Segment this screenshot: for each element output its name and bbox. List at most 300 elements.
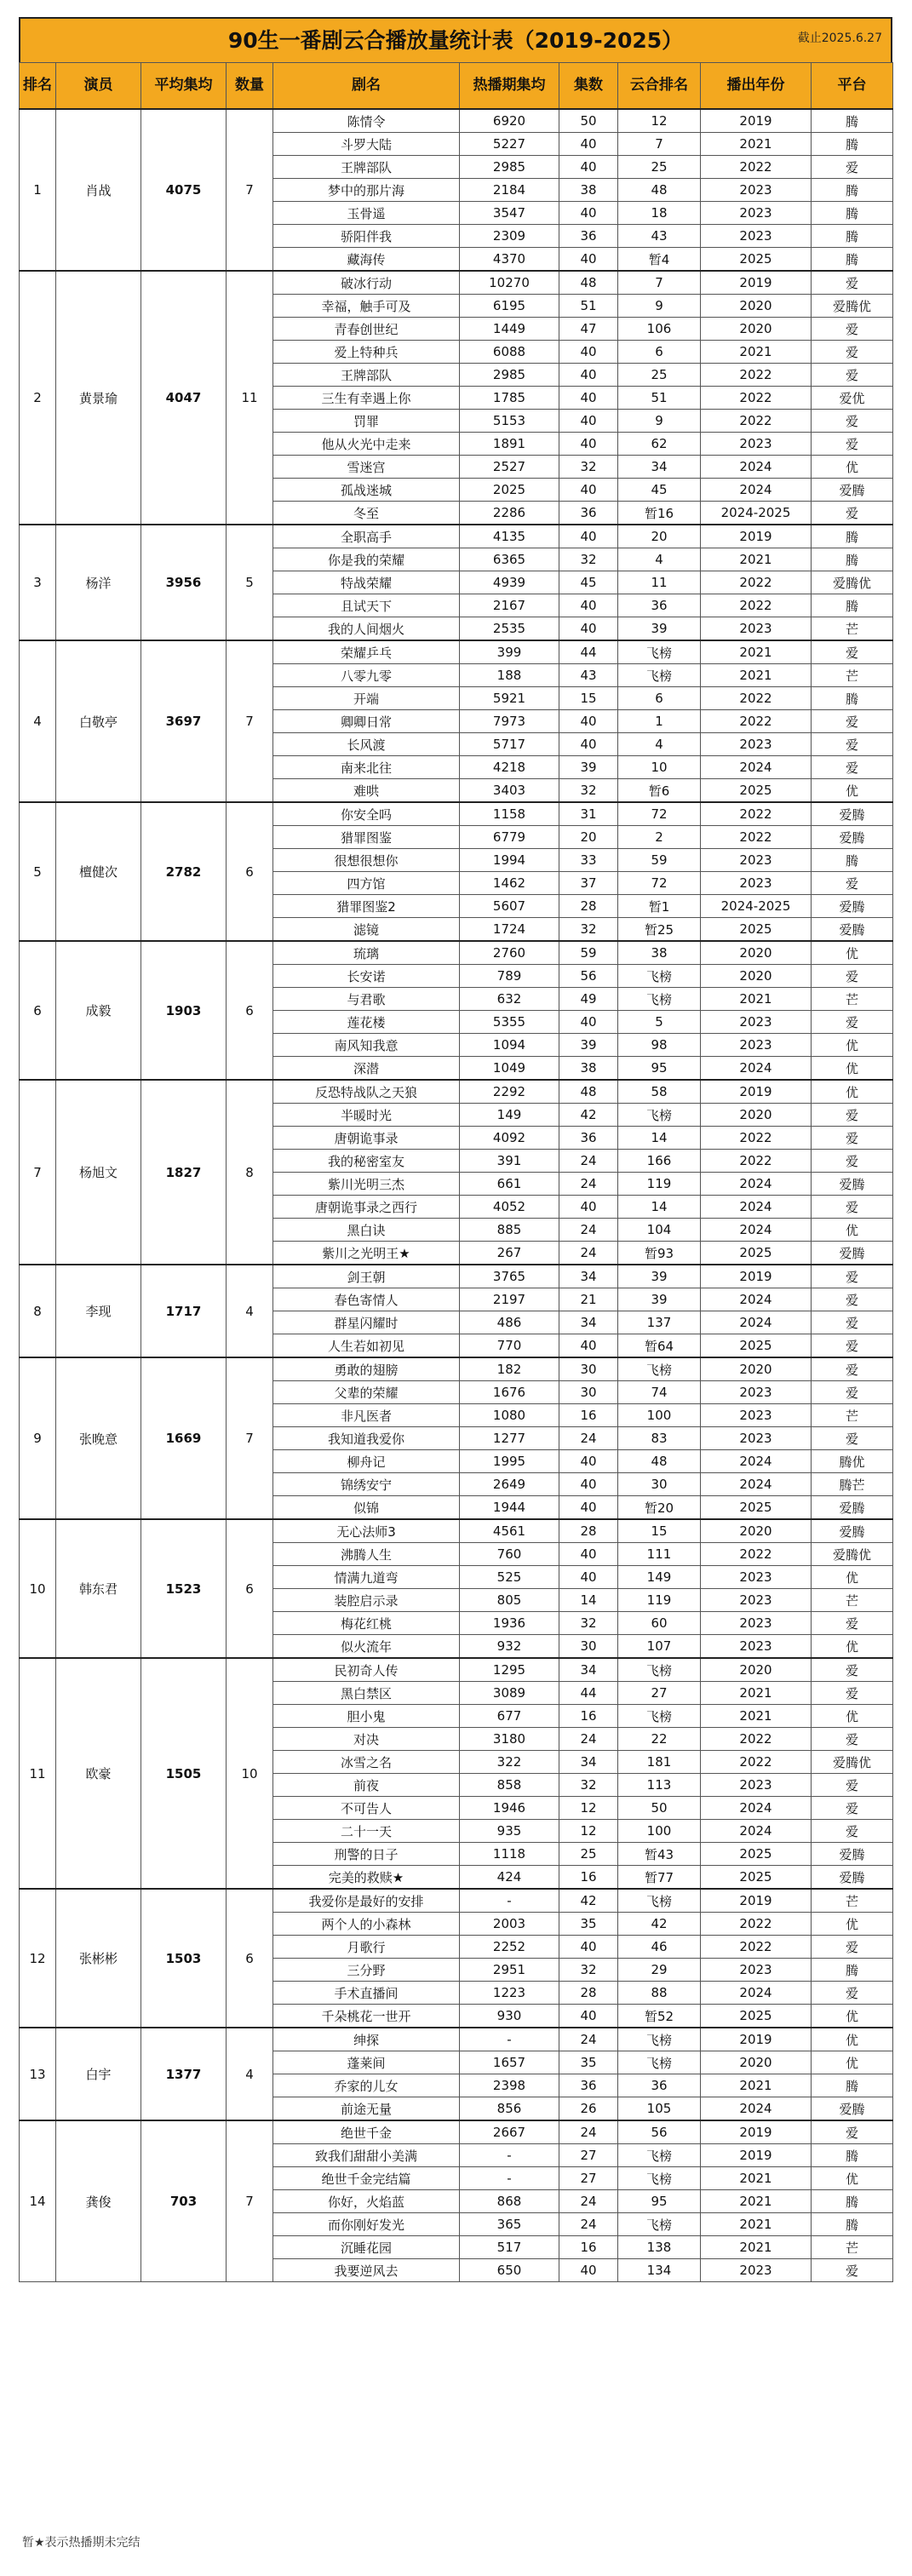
- peak-avg: 2951: [460, 1959, 559, 1982]
- peak-avg: 632: [460, 988, 559, 1011]
- air-year: 2021: [701, 2167, 812, 2190]
- show-title: 骄阳伴我: [273, 225, 460, 248]
- platform: 爱腾: [812, 918, 893, 942]
- table-row: [20, 271, 893, 295]
- air-year: 2019: [701, 525, 812, 548]
- count-cell: 4: [227, 2028, 273, 2120]
- peak-avg: 188: [460, 664, 559, 687]
- show-title: 我的人间烟火: [273, 617, 460, 641]
- air-year: 2024: [701, 456, 812, 479]
- air-year: 2024: [701, 1797, 812, 1820]
- show-title: 他从火光中走来: [273, 433, 460, 456]
- yunhe-rank: 15: [618, 1519, 701, 1543]
- header-cell: 播出年份: [701, 63, 812, 110]
- avg-cell: 3956: [141, 525, 227, 640]
- platform: 爱: [812, 1127, 893, 1150]
- platform: 爱: [812, 872, 893, 895]
- platform: 腾: [812, 525, 893, 548]
- peak-avg: 1295: [460, 1658, 559, 1682]
- peak-avg: 5355: [460, 1011, 559, 1034]
- show-title: 非凡医者: [273, 1404, 460, 1427]
- platform: 腾: [812, 179, 893, 202]
- peak-avg: 149: [460, 1104, 559, 1127]
- show-title: 藏海传: [273, 248, 460, 272]
- count-cell: 6: [227, 802, 273, 941]
- peak-avg: -: [460, 2167, 559, 2190]
- yunhe-rank: 111: [618, 1543, 701, 1566]
- platform: 爱: [812, 1797, 893, 1820]
- count-cell: 6: [227, 941, 273, 1080]
- yunhe-rank: 59: [618, 849, 701, 872]
- yunhe-rank: 飞榜: [618, 2028, 701, 2051]
- air-year: 2022: [701, 1936, 812, 1959]
- episodes: 25: [559, 1843, 618, 1866]
- peak-avg: -: [460, 2144, 559, 2167]
- yunhe-rank: 72: [618, 872, 701, 895]
- avg-cell: 1827: [141, 1080, 227, 1265]
- yunhe-rank: 飞榜: [618, 2144, 701, 2167]
- episodes: 32: [559, 1774, 618, 1797]
- show-title: 三分野: [273, 1959, 460, 1982]
- rank-cell: 2: [20, 271, 56, 525]
- yunhe-rank: 5: [618, 1011, 701, 1034]
- yunhe-rank: 104: [618, 1219, 701, 1242]
- platform: 爱: [812, 1357, 893, 1381]
- air-year: 2021: [701, 2213, 812, 2236]
- air-year: 2025: [701, 1334, 812, 1358]
- episodes: 12: [559, 1820, 618, 1843]
- peak-avg: 5153: [460, 410, 559, 433]
- platform: 爱: [812, 2120, 893, 2144]
- yunhe-rank: 4: [618, 548, 701, 571]
- peak-avg: 391: [460, 1150, 559, 1173]
- episodes: 14: [559, 1589, 618, 1612]
- episodes: 24: [559, 1173, 618, 1196]
- actor-cell: 白敬亭: [56, 640, 141, 802]
- platform: 芒: [812, 2236, 893, 2259]
- air-year: 2025: [701, 1496, 812, 1520]
- show-title: 绝世千金: [273, 2120, 460, 2144]
- air-year: 2019: [701, 271, 812, 295]
- rank-cell: 1: [20, 109, 56, 271]
- peak-avg: 4092: [460, 1127, 559, 1150]
- episodes: 40: [559, 479, 618, 502]
- yunhe-rank: 138: [618, 2236, 701, 2259]
- show-title: 似火流年: [273, 1635, 460, 1659]
- air-year: 2024: [701, 1450, 812, 1473]
- yunhe-rank: 181: [618, 1751, 701, 1774]
- show-title: 南来北往: [273, 756, 460, 779]
- episodes: 40: [559, 710, 618, 733]
- show-title: 情满九道弯: [273, 1566, 460, 1589]
- episodes: 30: [559, 1635, 618, 1659]
- count-cell: 7: [227, 1357, 273, 1519]
- air-year: 2024: [701, 1473, 812, 1496]
- platform: 爱: [812, 1381, 893, 1404]
- platform: 优: [812, 1080, 893, 1104]
- rank-cell: 4: [20, 640, 56, 802]
- air-year: 2022: [701, 710, 812, 733]
- rank-cell: 13: [20, 2028, 56, 2120]
- platform: 优: [812, 2167, 893, 2190]
- peak-avg: 661: [460, 1173, 559, 1196]
- show-title: 完美的救赎★: [273, 1866, 460, 1890]
- yunhe-rank: 83: [618, 1427, 701, 1450]
- count-cell: 4: [227, 1265, 273, 1357]
- rank-cell: 6: [20, 941, 56, 1080]
- table-row: [20, 1080, 893, 1104]
- platform: 爱: [812, 756, 893, 779]
- platform: 爱: [812, 640, 893, 664]
- episodes: 44: [559, 1682, 618, 1705]
- stats-table: [19, 62, 893, 2282]
- air-year: 2021: [701, 1705, 812, 1728]
- yunhe-rank: 46: [618, 1936, 701, 1959]
- platform: 优: [812, 2005, 893, 2028]
- platform: 爱腾: [812, 2097, 893, 2121]
- episodes: 40: [559, 594, 618, 617]
- peak-avg: 6088: [460, 341, 559, 364]
- peak-avg: 7973: [460, 710, 559, 733]
- peak-avg: 399: [460, 640, 559, 664]
- episodes: 24: [559, 1728, 618, 1751]
- peak-avg: 1049: [460, 1057, 559, 1081]
- show-title: 两个人的小森林: [273, 1913, 460, 1936]
- air-year: 2022: [701, 156, 812, 179]
- yunhe-rank: 12: [618, 109, 701, 133]
- air-year: 2021: [701, 664, 812, 687]
- show-title: 长安诺: [273, 965, 460, 988]
- yunhe-rank: 7: [618, 133, 701, 156]
- air-year: 2023: [701, 617, 812, 641]
- platform: 优: [812, 1705, 893, 1728]
- header-cell: 热播期集均: [460, 63, 559, 110]
- episodes: 34: [559, 1311, 618, 1334]
- table-row: [20, 525, 893, 548]
- episodes: 40: [559, 1496, 618, 1520]
- air-year: 2021: [701, 1682, 812, 1705]
- peak-avg: 4218: [460, 756, 559, 779]
- peak-avg: 486: [460, 1311, 559, 1334]
- show-title: 爱上特种兵: [273, 341, 460, 364]
- peak-avg: 2985: [460, 156, 559, 179]
- avg-cell: 1505: [141, 1658, 227, 1889]
- platform: 优: [812, 779, 893, 803]
- yunhe-rank: 119: [618, 1173, 701, 1196]
- peak-avg: 2197: [460, 1288, 559, 1311]
- show-title: 而你刚好发光: [273, 2213, 460, 2236]
- platform: 爱腾: [812, 826, 893, 849]
- actor-cell: 黄景瑜: [56, 271, 141, 525]
- yunhe-rank: 72: [618, 802, 701, 826]
- platform: 爱腾优: [812, 571, 893, 594]
- show-title: 琉璃: [273, 941, 460, 965]
- platform: 腾: [812, 2190, 893, 2213]
- yunhe-rank: 14: [618, 1196, 701, 1219]
- show-title: 猎罪图鉴2: [273, 895, 460, 918]
- yunhe-rank: 飞榜: [618, 640, 701, 664]
- platform: 爱: [812, 710, 893, 733]
- platform: 爱腾: [812, 1496, 893, 1520]
- yunhe-rank: 39: [618, 1288, 701, 1311]
- air-year: 2022: [701, 687, 812, 710]
- platform: 腾: [812, 202, 893, 225]
- air-year: 2024: [701, 479, 812, 502]
- air-year: 2023: [701, 225, 812, 248]
- air-year: 2023: [701, 1589, 812, 1612]
- episodes: 30: [559, 1357, 618, 1381]
- show-title: 开端: [273, 687, 460, 710]
- show-title: 且试天下: [273, 594, 460, 617]
- yunhe-rank: 飞榜: [618, 965, 701, 988]
- episodes: 37: [559, 872, 618, 895]
- episodes: 38: [559, 179, 618, 202]
- table-row: [20, 2120, 893, 2144]
- yunhe-rank: 20: [618, 525, 701, 548]
- yunhe-rank: 飞榜: [618, 2167, 701, 2190]
- show-title: 紫川之光明王★: [273, 1242, 460, 1265]
- yunhe-rank: 88: [618, 1982, 701, 2005]
- yunhe-rank: 暂43: [618, 1843, 701, 1866]
- yunhe-rank: 暂77: [618, 1866, 701, 1890]
- air-year: 2023: [701, 733, 812, 756]
- peak-avg: 2760: [460, 941, 559, 965]
- header-cell: 演员: [56, 63, 141, 110]
- yunhe-rank: 10: [618, 756, 701, 779]
- episodes: 40: [559, 733, 618, 756]
- peak-avg: 1994: [460, 849, 559, 872]
- air-year: 2022: [701, 571, 812, 594]
- episodes: 24: [559, 1219, 618, 1242]
- air-year: 2020: [701, 1104, 812, 1127]
- platform: 腾: [812, 849, 893, 872]
- count-cell: 7: [227, 2120, 273, 2282]
- peak-avg: 424: [460, 1866, 559, 1890]
- show-title: 对决: [273, 1728, 460, 1751]
- episodes: 32: [559, 779, 618, 803]
- peak-avg: 517: [460, 2236, 559, 2259]
- platform: 爱: [812, 271, 893, 295]
- episodes: 42: [559, 1104, 618, 1127]
- table-row: [20, 802, 893, 826]
- yunhe-rank: 39: [618, 1265, 701, 1288]
- peak-avg: 5227: [460, 133, 559, 156]
- platform: 爱腾: [812, 1242, 893, 1265]
- show-title: 孤战迷城: [273, 479, 460, 502]
- count-cell: 10: [227, 1658, 273, 1889]
- footnote: 暂★表示热播期未完结: [22, 2536, 141, 2550]
- episodes: 35: [559, 2051, 618, 2074]
- rank-cell: 12: [20, 1889, 56, 2028]
- platform: 爱: [812, 318, 893, 341]
- platform: 爱腾优: [812, 1543, 893, 1566]
- platform: 爱: [812, 364, 893, 387]
- episodes: 16: [559, 1866, 618, 1890]
- peak-avg: 760: [460, 1543, 559, 1566]
- yunhe-rank: 暂6: [618, 779, 701, 803]
- peak-avg: 5921: [460, 687, 559, 710]
- yunhe-rank: 43: [618, 225, 701, 248]
- yunhe-rank: 27: [618, 1682, 701, 1705]
- air-year: 2024: [701, 756, 812, 779]
- show-title: 青春创世纪: [273, 318, 460, 341]
- show-title: 反恐特战队之天狼: [273, 1080, 460, 1104]
- show-title: 前途无量: [273, 2097, 460, 2121]
- peak-avg: 5607: [460, 895, 559, 918]
- yunhe-rank: 48: [618, 179, 701, 202]
- air-year: 2019: [701, 2144, 812, 2167]
- yunhe-rank: 166: [618, 1150, 701, 1173]
- platform: 腾: [812, 2074, 893, 2097]
- episodes: 48: [559, 271, 618, 295]
- platform: 爱: [812, 1982, 893, 2005]
- show-title: 黑白诀: [273, 1219, 460, 1242]
- air-year: 2023: [701, 179, 812, 202]
- peak-avg: 1946: [460, 1797, 559, 1820]
- air-year: 2019: [701, 1889, 812, 1913]
- episodes: 51: [559, 295, 618, 318]
- air-year: 2020: [701, 1519, 812, 1543]
- air-year: 2024: [701, 1982, 812, 2005]
- peak-avg: 1223: [460, 1982, 559, 2005]
- platform: 爱: [812, 1288, 893, 1311]
- peak-avg: 2398: [460, 2074, 559, 2097]
- actor-cell: 龚俊: [56, 2120, 141, 2282]
- yunhe-rank: 飞榜: [618, 1658, 701, 1682]
- platform: 优: [812, 941, 893, 965]
- yunhe-rank: 暂4: [618, 248, 701, 272]
- show-title: 很想很想你: [273, 849, 460, 872]
- air-year: 2023: [701, 849, 812, 872]
- yunhe-rank: 60: [618, 1612, 701, 1635]
- show-title: 勇敢的翅膀: [273, 1357, 460, 1381]
- episodes: 40: [559, 1450, 618, 1473]
- episodes: 49: [559, 988, 618, 1011]
- yunhe-rank: 飞榜: [618, 2051, 701, 2074]
- air-year: 2021: [701, 2190, 812, 2213]
- show-title: 刑警的日子: [273, 1843, 460, 1866]
- peak-avg: 1936: [460, 1612, 559, 1635]
- avg-cell: 2782: [141, 802, 227, 941]
- platform: 爱腾: [812, 1843, 893, 1866]
- count-cell: 11: [227, 271, 273, 525]
- air-year: 2023: [701, 1034, 812, 1057]
- air-year: 2019: [701, 2120, 812, 2144]
- yunhe-rank: 1: [618, 710, 701, 733]
- episodes: 32: [559, 456, 618, 479]
- platform: 爱: [812, 1011, 893, 1034]
- peak-avg: 322: [460, 1751, 559, 1774]
- air-year: 2022: [701, 1751, 812, 1774]
- peak-avg: -: [460, 2028, 559, 2051]
- episodes: 40: [559, 1566, 618, 1589]
- show-title: 春色寄情人: [273, 1288, 460, 1311]
- episodes: 28: [559, 895, 618, 918]
- episodes: 40: [559, 133, 618, 156]
- yunhe-rank: 36: [618, 594, 701, 617]
- platform: 爱腾: [812, 1866, 893, 1890]
- peak-avg: 2535: [460, 617, 559, 641]
- episodes: 32: [559, 918, 618, 942]
- platform: 爱: [812, 1311, 893, 1334]
- episodes: 40: [559, 341, 618, 364]
- rank-cell: 11: [20, 1658, 56, 1889]
- peak-avg: 4939: [460, 571, 559, 594]
- platform: 爱腾: [812, 802, 893, 826]
- peak-avg: 2003: [460, 1913, 559, 1936]
- yunhe-rank: 36: [618, 2074, 701, 2097]
- platform: 芒: [812, 1589, 893, 1612]
- show-title: 梦中的那片海: [273, 179, 460, 202]
- actor-cell: 张彬彬: [56, 1889, 141, 2028]
- avg-cell: 1377: [141, 2028, 227, 2120]
- episodes: 34: [559, 1751, 618, 1774]
- peak-avg: 2286: [460, 502, 559, 525]
- yunhe-rank: 9: [618, 410, 701, 433]
- platform: 腾: [812, 1959, 893, 1982]
- yunhe-rank: 105: [618, 2097, 701, 2121]
- show-title: 我的秘密室友: [273, 1150, 460, 1173]
- show-title: 荣耀乒乓: [273, 640, 460, 664]
- actor-cell: 成毅: [56, 941, 141, 1080]
- peak-avg: 789: [460, 965, 559, 988]
- header-cell: 平台: [812, 63, 893, 110]
- air-year: 2024: [701, 1288, 812, 1311]
- air-year: 2024: [701, 1820, 812, 1843]
- show-title: 手术直播间: [273, 1982, 460, 2005]
- episodes: 50: [559, 109, 618, 133]
- show-title: 王牌部队: [273, 156, 460, 179]
- platform: 爱腾优: [812, 295, 893, 318]
- yunhe-rank: 飞榜: [618, 1705, 701, 1728]
- yunhe-rank: 39: [618, 617, 701, 641]
- episodes: 28: [559, 1982, 618, 2005]
- episodes: 16: [559, 1705, 618, 1728]
- show-title: 长风渡: [273, 733, 460, 756]
- actor-cell: 张晚意: [56, 1357, 141, 1519]
- yunhe-rank: 100: [618, 1404, 701, 1427]
- peak-avg: 2025: [460, 479, 559, 502]
- show-title: 半暖时光: [273, 1104, 460, 1127]
- header-cell: 平均集均: [141, 63, 227, 110]
- show-title: 莲花楼: [273, 1011, 460, 1034]
- show-title: 斗罗大陆: [273, 133, 460, 156]
- yunhe-rank: 62: [618, 433, 701, 456]
- yunhe-rank: 11: [618, 571, 701, 594]
- show-title: 我知道我爱你: [273, 1427, 460, 1450]
- table-row: [20, 1265, 893, 1288]
- peak-avg: 2252: [460, 1936, 559, 1959]
- peak-avg: 930: [460, 2005, 559, 2028]
- peak-avg: 2184: [460, 179, 559, 202]
- platform: 芒: [812, 1404, 893, 1427]
- actor-cell: 檀健次: [56, 802, 141, 941]
- air-year: 2023: [701, 1635, 812, 1659]
- platform: 爱: [812, 341, 893, 364]
- episodes: 31: [559, 802, 618, 826]
- platform: 爱: [812, 1104, 893, 1127]
- show-title: 冰雪之名: [273, 1751, 460, 1774]
- platform: 爱: [812, 2259, 893, 2282]
- table-body: [20, 109, 893, 2282]
- peak-avg: 1785: [460, 387, 559, 410]
- peak-avg: 885: [460, 1219, 559, 1242]
- avg-cell: 1523: [141, 1519, 227, 1658]
- episodes: 40: [559, 1473, 618, 1496]
- air-year: 2022: [701, 802, 812, 826]
- air-year: 2025: [701, 248, 812, 272]
- yunhe-rank: 50: [618, 1797, 701, 1820]
